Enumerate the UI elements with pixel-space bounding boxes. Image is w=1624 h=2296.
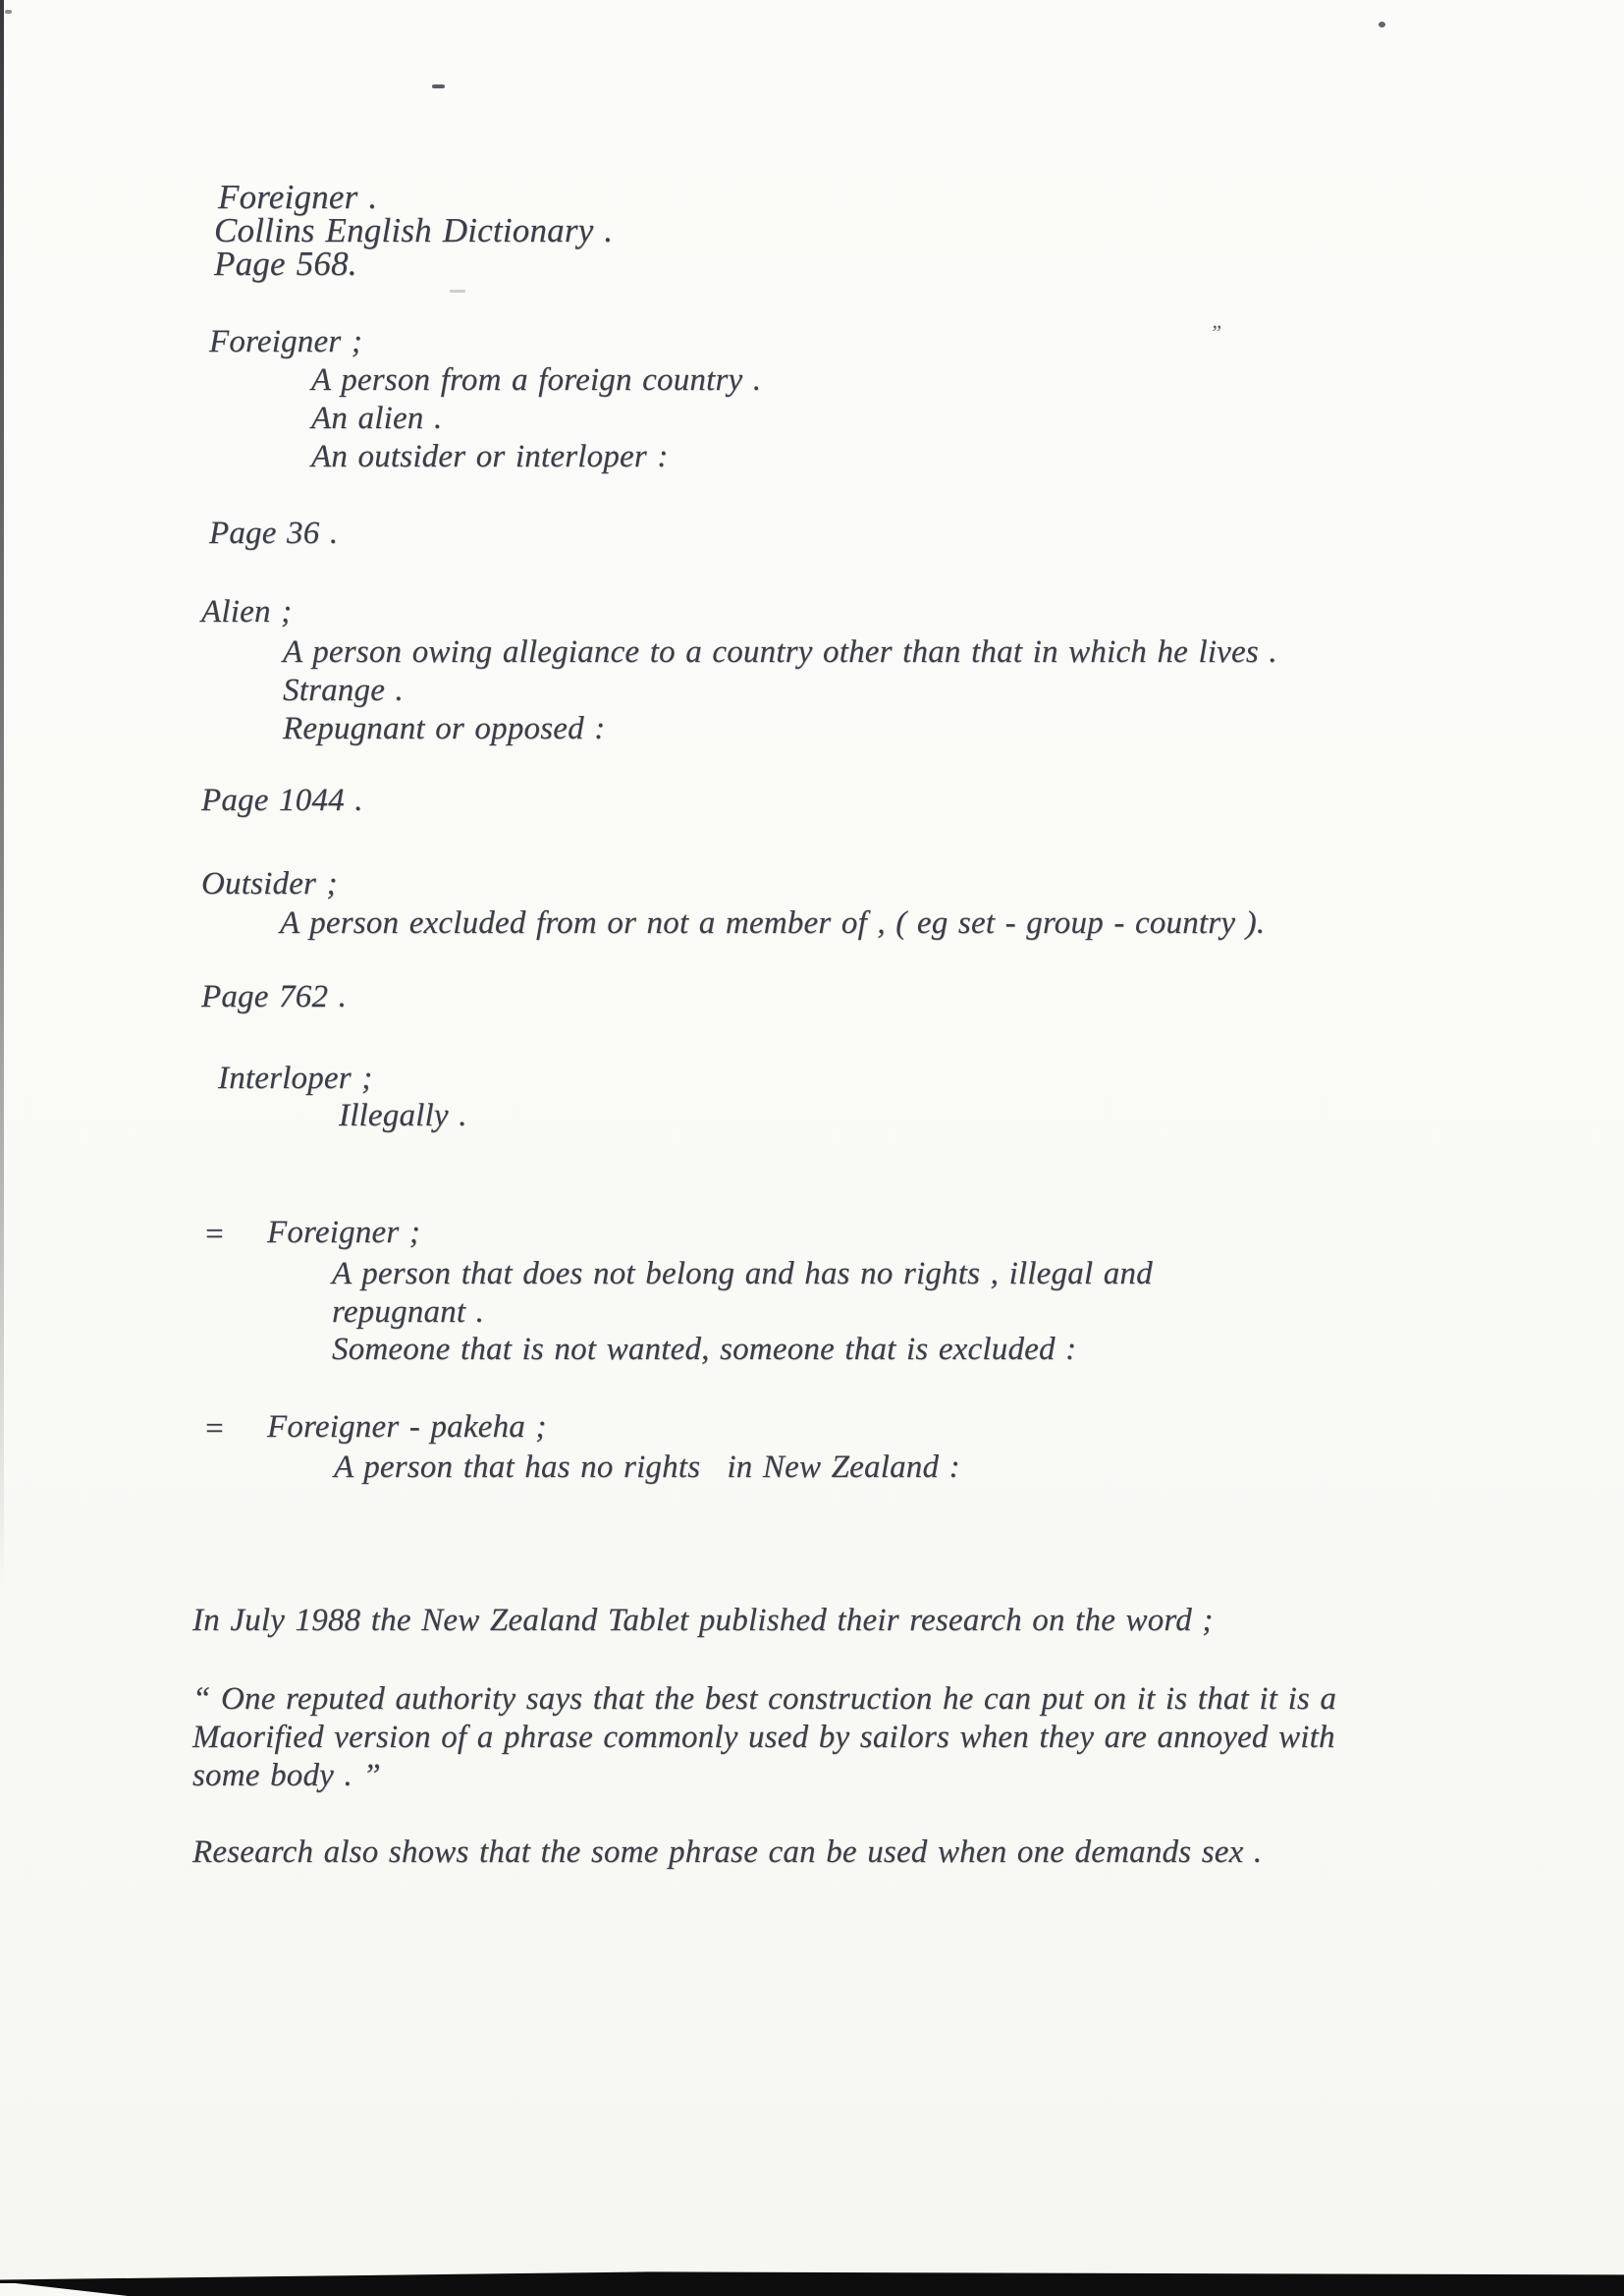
- entry-definition: Strange .: [283, 673, 404, 708]
- scan-speck: [1379, 22, 1385, 27]
- document-page-ref: Page 568.: [214, 245, 357, 283]
- conclusion-line: A person that has no rights in New Zealand :: [334, 1449, 960, 1485]
- quote-line: some body . ”: [192, 1758, 381, 1793]
- scan-speck: [450, 290, 465, 293]
- page-ref-line: Page 1044 .: [201, 783, 363, 818]
- conclusion-term: Foreigner ;: [267, 1215, 421, 1250]
- entry-definition: An outsider or interloper :: [311, 439, 669, 474]
- document-title: Foreigner .: [218, 178, 378, 216]
- page-ref-line: Page 36 .: [209, 516, 339, 551]
- conclusion-line: A person that does not belong and has no rights , illegal and: [332, 1256, 1153, 1291]
- entry-term-outsider: Outsider ;: [201, 866, 338, 902]
- scan-speck: [432, 84, 445, 88]
- closing-paragraph: Research also shows that the some phrase can be used when one demands sex .: [192, 1834, 1263, 1870]
- scan-speck: [5, 10, 12, 14]
- equals-symbol: =: [203, 1411, 226, 1447]
- conclusion-line: repugnant .: [332, 1294, 485, 1330]
- document-source: Collins English Dictionary .: [214, 211, 614, 249]
- entry-definition: A person from a foreign country .: [311, 362, 762, 398]
- entry-term-alien: Alien ;: [201, 594, 293, 629]
- quote-line: “ One reputed authority says that the best construction he can put on it is that it is a: [192, 1681, 1337, 1717]
- ditto-mark-artifact: ”: [1210, 320, 1222, 345]
- quote-line: Maorified version of a phrase commonly used by sailors when they are annoyed with: [192, 1720, 1335, 1755]
- entry-definition: Illegally .: [339, 1098, 467, 1133]
- entry-definition: An alien .: [311, 401, 443, 436]
- entry-definition: A person owing allegiance to a country other than that in which he lives .: [283, 634, 1277, 670]
- equals-symbol: =: [203, 1217, 226, 1252]
- entry-definition: A person excluded from or not a member of , ( eg set - group - country ).: [280, 905, 1266, 941]
- intro-paragraph: In July 1988 the New Zealand Tablet published their research on the word ;: [192, 1603, 1214, 1638]
- entry-term-foreigner: Foreigner ;: [209, 324, 363, 359]
- scan-left-edge-artifact: [0, 0, 4, 1591]
- scan-bottom-band-artifact: [0, 2267, 1624, 2296]
- conclusion-term: Foreigner - pakeha ;: [267, 1409, 547, 1445]
- page-ref-line: Page 762 .: [201, 979, 348, 1014]
- entry-definition: Repugnant or opposed :: [283, 711, 606, 746]
- conclusion-line: Someone that is not wanted, someone that is excluded :: [332, 1332, 1077, 1367]
- entry-term-interloper: Interloper ;: [218, 1061, 373, 1096]
